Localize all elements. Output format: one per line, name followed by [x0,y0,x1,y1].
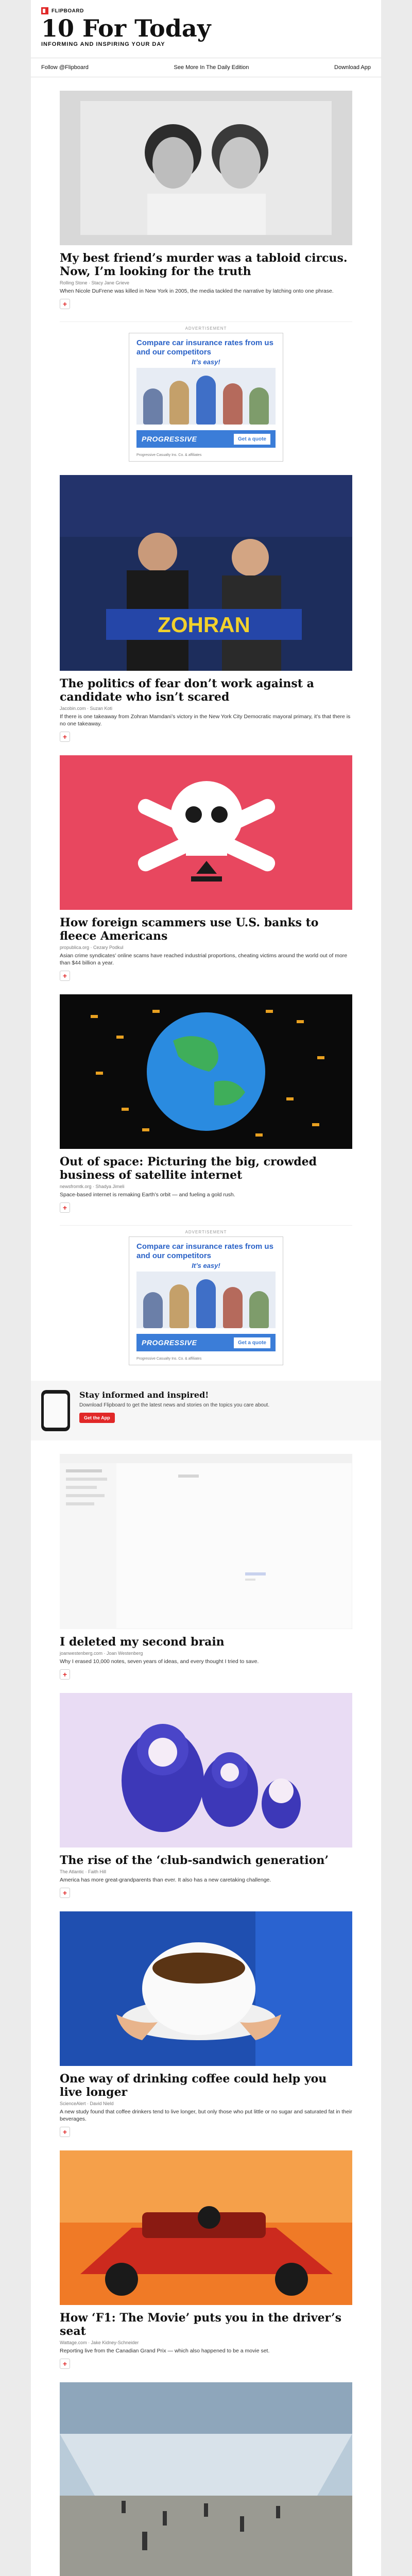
article-image[interactable] [60,475,352,671]
advertisement [60,321,352,462]
article-title[interactable]: One way of drinking coffee could help you live longer [60,2072,327,2099]
progressive-logo: PROGRESSIVE [142,1338,197,1347]
article-description: If there is one takeaway from Zohran Mamdani’s victory in the New York City Democratic mayoral primary, it’s that there is no one takeaway. [60,714,351,727]
flip-plus-icon[interactable]: + [60,2127,70,2137]
flip-plus-icon[interactable]: + [60,1202,70,1213]
article-image[interactable] [60,1693,352,1848]
article-item [60,1680,352,1898]
see-more-link[interactable]: See More In The Daily Edition [174,64,249,71]
ad-people-image [136,368,276,425]
app-promo [31,1381,381,1440]
article-description: Reporting live from the Canadian Grand Prix — which also happened to be a movie set. [60,2348,270,2354]
flip-plus-icon[interactable]: + [60,1669,70,1680]
ad-label: ADVERTISEMENT [60,1225,352,1234]
article-list [31,77,381,1365]
article-image[interactable] [60,2150,352,2305]
article-description: Why I erased 10,000 notes, seven years of ideas, and every thought I tried to save. [60,1658,259,1665]
article-description: Space-based internet is remaking Earth’s orbit — and fueling a gold rush. [60,1192,235,1198]
brand[interactable] [41,7,371,14]
article-description: Asian crime syndicates’ online scams have reached industrial proportions, cheating victims around the world out of more than $44 billion a year. [60,953,348,966]
newsletter-subtitle: INFORMING AND INSPIRING YOUR DAY [41,41,165,47]
newsletter-title: 10 For Today [41,14,211,42]
article-source: propublica.org · Cezary Podkul [60,945,124,950]
article-title[interactable]: My best friend’s murder was a tabloid circus. Now, I’m looking for the truth [60,251,348,278]
top-nav [31,58,381,77]
ad-headline: Compare car insurance rates from us and our competitors [136,338,273,357]
article-item [60,981,352,1213]
article-item [60,462,352,742]
article-title[interactable]: The politics of fear don’t work against a candidate who isn’t scared [60,677,314,704]
flip-plus-icon[interactable]: + [60,971,70,981]
svg-text:ZOHRAN: ZOHRAN [158,613,250,637]
ad-disclaimer: Progressive Casualty Ins. Co. & affiliates [136,453,202,457]
get-app-button[interactable]: Get the App [79,1413,115,1423]
download-link[interactable]: Download App [334,64,371,71]
article-item [60,742,352,981]
article-source: joanwestenberg.com · Joan Westenberg [60,1651,143,1656]
article-description: A new study found that coffee drinkers tend to live longer, but only those who put little or no sugar and saturated fat in their beverages. [60,2109,352,2122]
progressive-logo: PROGRESSIVE [142,435,197,443]
article-source: newsfromtk.org · Shadya Jimeli [60,1184,125,1189]
article-item [60,1898,352,2137]
ad-label: ADVERTISEMENT [60,321,352,331]
article-item [60,2369,352,2576]
promo-text: Download Flipboard to get the latest news and stories on the topics you care about. [79,1402,270,1408]
flip-plus-icon[interactable]: + [60,732,70,742]
ad-disclaimer: Progressive Casualty Ins. Co. & affiliates [136,1357,202,1361]
article-item [60,1440,352,1680]
flip-plus-icon[interactable]: + [60,2359,70,2369]
article-title[interactable]: The rise of the ‘club-sandwich generation’ [60,1854,329,1867]
article-source: Jacobin.com · Suzan Koti [60,706,113,711]
article-title[interactable]: Out of space: Picturing the big, crowded business of satellite internet [60,1155,317,1182]
ad-tagline: It’s easy! [192,358,220,366]
ad-quote-button[interactable]: Get a quote [234,434,270,445]
article-image[interactable] [60,91,352,245]
brand-name: FLIPBOARD [52,8,84,14]
article-title[interactable]: How ‘F1: The Movie’ puts you in the driver’s seat [60,2311,342,2338]
flip-plus-icon[interactable]: + [60,299,70,309]
article-image[interactable] [60,755,352,910]
article-image[interactable] [60,2382,352,2576]
article-image[interactable] [60,994,352,1149]
article-title[interactable]: How foreign scammers use U.S. banks to fleece Americans [60,916,319,943]
flip-plus-icon[interactable]: + [60,1888,70,1898]
article-image[interactable] [60,1911,352,2066]
ad-tagline: It’s easy! [192,1262,220,1269]
article-list [31,1440,381,2576]
article-source: Rolling Stone · Stacy Jane Grieve [60,280,130,285]
newsletter-page [31,0,381,2576]
article-description: America has more great-grandparents than ever. It also has a new caretaking challenge. [60,1877,271,1883]
follow-link[interactable]: Follow @Flipboard [41,64,89,71]
article-source: ScienceAlert · David Nield [60,2101,114,2106]
article-source: Wattage.com · Jake Kidney-Schneider [60,2340,139,2345]
advertisement [60,1225,352,1365]
flipboard-logo-icon [41,7,48,14]
header [31,0,381,53]
ad-footer-bar [136,430,276,448]
article-title[interactable]: I deleted my second brain [60,1635,225,1649]
ad-quote-button[interactable]: Get a quote [234,1337,270,1348]
promo-title: Stay informed and inspired! [79,1390,209,1400]
article-item [60,77,352,309]
ad-people-image [136,1272,276,1328]
ad-banner[interactable] [129,333,283,462]
phone-icon [41,1390,70,1431]
article-description: When Nicole DuFrene was killed in New York in 2005, the media tackled the narrative by latching onto one phrase. [60,288,334,294]
article-source: The Atlantic · Faith Hill [60,1869,107,1874]
article-item [60,2137,352,2369]
article-image[interactable] [60,1454,352,1629]
ad-headline: Compare car insurance rates from us and our competitors [136,1242,273,1260]
ad-banner[interactable] [129,1236,283,1365]
ad-footer-bar [136,1334,276,1351]
